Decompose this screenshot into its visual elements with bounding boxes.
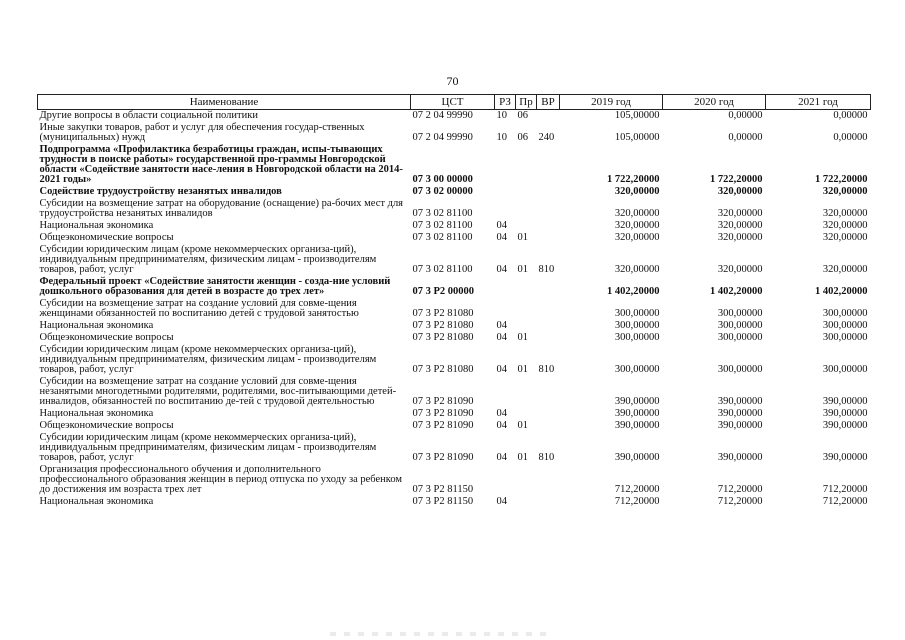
cell-cst: 07 3 P2 81090 [412, 452, 474, 463]
cell-name: Другие вопросы в области социальной политики [39, 110, 258, 121]
cell-rz [495, 144, 516, 186]
header-vr: ВР [537, 95, 560, 110]
cell-name: Содействие трудоустройству незанятых инвалидов [39, 186, 282, 197]
cell-cst: 07 3 P2 81090 [412, 408, 474, 419]
cell-2020: 390,00000 [717, 408, 763, 419]
cell-vr [537, 232, 560, 244]
cell-cst: 07 3 P2 81150 [412, 496, 474, 507]
budget-table [37, 94, 871, 508]
header-rz: РЗ [495, 95, 516, 110]
cell-name: Общеэкономические вопросы [39, 420, 174, 431]
cell-cst: 07 3 02 00000 [412, 186, 473, 197]
cell-cst: 07 2 04 99990 [412, 132, 473, 143]
cell-pr [516, 186, 537, 198]
cell-2019: 390,00000 [614, 408, 660, 419]
cell-pr [516, 376, 537, 408]
cell-2021: 390,00000 [822, 420, 868, 431]
cell-rz: 10 [496, 110, 507, 121]
cell-rz: 04 [496, 320, 507, 331]
cell-2019: 105,00000 [614, 110, 660, 121]
cell-vr [537, 186, 560, 198]
table-row [38, 344, 871, 376]
table-row [38, 432, 871, 464]
cell-2021: 712,20000 [822, 496, 868, 507]
cell-vr [537, 332, 560, 344]
cell-pr [516, 298, 537, 320]
cell-2019: 390,00000 [614, 420, 660, 431]
cell-2021: 390,00000 [822, 396, 868, 407]
cell-pr [516, 198, 537, 220]
cell-cst: 07 3 02 81100 [412, 208, 473, 219]
cell-2019: 300,00000 [614, 364, 660, 375]
header-2019: 2019 год [560, 95, 663, 110]
cell-pr [516, 220, 537, 232]
cell-2021: 1 402,20000 [815, 286, 868, 297]
cell-2019: 300,00000 [614, 320, 660, 331]
cell-2019: 105,00000 [614, 132, 660, 143]
cell-vr [537, 496, 560, 508]
cell-2019: 390,00000 [614, 452, 660, 463]
cell-2021: 320,00000 [822, 186, 868, 197]
cell-vr: 810 [538, 264, 555, 275]
cell-cst: 07 3 00 00000 [412, 174, 473, 185]
cell-2021: 320,00000 [822, 208, 868, 219]
table-row [38, 376, 871, 408]
cell-vr [537, 276, 560, 298]
cell-name: Федеральный проект «Содействие занятости женщин - созда-ние условий дошкольного образования для детей в возрасте до трех лет» [39, 276, 391, 297]
cell-2020: 390,00000 [717, 396, 763, 407]
cell-rz: 04 [496, 420, 507, 431]
cell-name: Общеэкономические вопросы [39, 332, 174, 343]
cell-rz: 04 [496, 364, 507, 375]
page-number: 70 [446, 74, 459, 88]
cell-vr [537, 320, 560, 332]
cell-2020: 320,00000 [717, 220, 763, 231]
cell-pr: 01 [517, 420, 528, 431]
cell-2020: 300,00000 [717, 364, 763, 375]
cell-pr: 01 [517, 264, 528, 275]
cell-2019: 1 722,20000 [607, 174, 660, 185]
cell-name: Субсидии юридическим лицам (кроме некоммерческих организа-ций), индивидуальным предпринимателям, физическим лицам - производителям товаров, работ, услуг [39, 432, 377, 463]
cell-rz [495, 376, 516, 408]
cell-2021: 0,00000 [833, 110, 868, 121]
cell-cst: 07 3 P2 81090 [412, 396, 474, 407]
cell-2019: 390,00000 [614, 396, 660, 407]
scan-artifact [330, 632, 550, 636]
table-row [38, 144, 871, 186]
cell-2021: 300,00000 [822, 364, 868, 375]
cell-2020: 300,00000 [717, 332, 763, 343]
cell-2020: 1 402,20000 [710, 286, 763, 297]
cell-name: Подпрограмма «Профилактика безработицы граждан, испы-тывающих трудности в поиске работы» государственной про-граммы Новгородской области «Содействие занятости насе-ления в Новгородской области на 2014-2021 годы» [39, 144, 403, 185]
cell-rz [495, 186, 516, 198]
cell-vr: 810 [538, 452, 555, 463]
cell-rz [495, 198, 516, 220]
table-row [38, 232, 871, 244]
table-row [38, 464, 871, 496]
cell-2021: 390,00000 [822, 408, 868, 419]
cell-vr [537, 198, 560, 220]
cell-rz [495, 464, 516, 496]
cell-rz: 04 [496, 452, 507, 463]
cell-2019: 1 402,20000 [607, 286, 660, 297]
table-row [38, 276, 871, 298]
cell-cst: 07 3 P2 81080 [412, 332, 474, 343]
cell-name: Субсидии на возмещение затрат на оборудование (оснащение) ра-бочих мест для трудоустройства незанятых инвалидов [39, 198, 404, 219]
header-pr: Пр [516, 95, 537, 110]
table-row [38, 320, 871, 332]
cell-rz: 04 [496, 220, 507, 231]
cell-vr [537, 220, 560, 232]
cell-pr: 01 [517, 452, 528, 463]
cell-2021: 320,00000 [822, 220, 868, 231]
table-row [38, 408, 871, 420]
cell-name: Субсидии юридическим лицам (кроме некоммерческих организа-ций), индивидуальным предпринимателям, физическим лицам - производителям товаров, работ, услуг [39, 244, 377, 275]
cell-vr [537, 110, 560, 123]
header-cst: ЦСТ [411, 95, 495, 110]
cell-2019: 300,00000 [614, 332, 660, 343]
cell-rz: 04 [496, 232, 507, 243]
cell-2021: 390,00000 [822, 452, 868, 463]
cell-rz [495, 276, 516, 298]
cell-cst: 07 3 P2 81090 [412, 420, 474, 431]
cell-2021: 1 722,20000 [815, 174, 868, 185]
cell-pr [516, 276, 537, 298]
cell-vr: 240 [538, 132, 555, 143]
cell-name: Субсидии на возмещение затрат на создание условий для совме-щения незанятыми многодетными родителями, родителями, вос-питывающими детей-инвалидов, обязанностей по воспитанию де-тей с трудовой деятельностью [39, 376, 397, 407]
cell-pr: 06 [517, 132, 528, 143]
cell-pr: 01 [517, 232, 528, 243]
cell-name: Субсидии на возмещение затрат на создание условий для совме-щения женщинами обязанностей по воспитанию детей с трудовой занятостью [39, 298, 359, 319]
cell-2019: 320,00000 [614, 208, 660, 219]
table-header-row [38, 95, 871, 110]
cell-2019: 712,20000 [614, 484, 660, 495]
cell-2020: 712,20000 [717, 484, 763, 495]
cell-2020: 300,00000 [717, 308, 763, 319]
header-2020: 2020 год [663, 95, 766, 110]
header-name: Наименование [38, 95, 411, 110]
table-row [38, 298, 871, 320]
table-row [38, 244, 871, 276]
cell-vr [537, 376, 560, 408]
cell-name: Национальная экономика [39, 320, 154, 331]
cell-2021: 0,00000 [833, 132, 868, 143]
table-row [38, 186, 871, 198]
cell-2020: 0,00000 [728, 132, 763, 143]
cell-2020: 320,00000 [717, 232, 763, 243]
cell-rz: 04 [496, 496, 507, 507]
cell-pr: 01 [517, 332, 528, 343]
cell-2020: 390,00000 [717, 420, 763, 431]
cell-rz: 10 [496, 132, 507, 143]
cell-name: Иные закупки товаров, работ и услуг для обеспечения государ-ственных (муниципальных) нужд [39, 122, 365, 143]
table-row [38, 110, 871, 123]
cell-2021: 300,00000 [822, 308, 868, 319]
cell-cst: 07 3 P2 81150 [412, 484, 474, 495]
cell-pr [516, 408, 537, 420]
table-row [38, 420, 871, 432]
cell-vr [537, 420, 560, 432]
cell-2020: 320,00000 [717, 186, 763, 197]
cell-2021: 712,20000 [822, 484, 868, 495]
cell-2021: 300,00000 [822, 320, 868, 331]
cell-name: Общеэкономические вопросы [39, 232, 174, 243]
cell-rz: 04 [496, 408, 507, 419]
cell-2020: 712,20000 [717, 496, 763, 507]
cell-pr [516, 144, 537, 186]
cell-name: Национальная экономика [39, 408, 154, 419]
cell-pr: 06 [517, 110, 528, 121]
table-row [38, 122, 871, 144]
cell-2020: 1 722,20000 [710, 174, 763, 185]
cell-vr [537, 408, 560, 420]
cell-2019: 320,00000 [614, 232, 660, 243]
cell-vr [537, 464, 560, 496]
cell-rz: 04 [496, 332, 507, 343]
table-row [38, 220, 871, 232]
cell-2019: 320,00000 [614, 264, 660, 275]
cell-2021: 300,00000 [822, 332, 868, 343]
cell-2019: 320,00000 [614, 220, 660, 231]
cell-2020: 300,00000 [717, 320, 763, 331]
cell-name: Организация профессионального обучения и дополнительного профессионального образования женщин в период отпуска по уходу за ребенком до достижения им возраста трех лет [39, 464, 403, 495]
cell-2019: 712,20000 [614, 496, 660, 507]
cell-pr [516, 320, 537, 332]
cell-cst: 07 3 P2 00000 [412, 286, 475, 297]
cell-cst: 07 3 02 81100 [412, 232, 473, 243]
cell-cst: 07 3 P2 81080 [412, 308, 474, 319]
header-2021: 2021 год [766, 95, 871, 110]
cell-cst: 07 3 P2 81080 [412, 364, 474, 375]
cell-2019: 300,00000 [614, 308, 660, 319]
cell-pr [516, 464, 537, 496]
table-row [38, 332, 871, 344]
cell-vr [537, 298, 560, 320]
cell-pr: 01 [517, 364, 528, 375]
cell-name: Национальная экономика [39, 220, 154, 231]
cell-rz [495, 298, 516, 320]
cell-2021: 320,00000 [822, 264, 868, 275]
cell-2020: 390,00000 [717, 452, 763, 463]
cell-vr [537, 144, 560, 186]
cell-cst: 07 3 P2 81080 [412, 320, 474, 331]
cell-2021: 320,00000 [822, 232, 868, 243]
cell-cst: 07 3 02 81100 [412, 264, 473, 275]
cell-2019: 320,00000 [614, 186, 660, 197]
cell-vr: 810 [538, 364, 555, 375]
cell-2020: 320,00000 [717, 264, 763, 275]
cell-2020: 320,00000 [717, 208, 763, 219]
cell-cst: 07 3 02 81100 [412, 220, 473, 231]
cell-name: Субсидии юридическим лицам (кроме некоммерческих организа-ций), индивидуальным предпринимателям, физическим лицам - производителям товаров, работ, услуг [39, 344, 377, 375]
cell-pr [516, 496, 537, 508]
cell-name: Национальная экономика [39, 496, 154, 507]
table-row [38, 198, 871, 220]
cell-2020: 0,00000 [728, 110, 763, 121]
table-row [38, 496, 871, 508]
cell-rz: 04 [496, 264, 507, 275]
cell-cst: 07 2 04 99990 [412, 110, 473, 121]
